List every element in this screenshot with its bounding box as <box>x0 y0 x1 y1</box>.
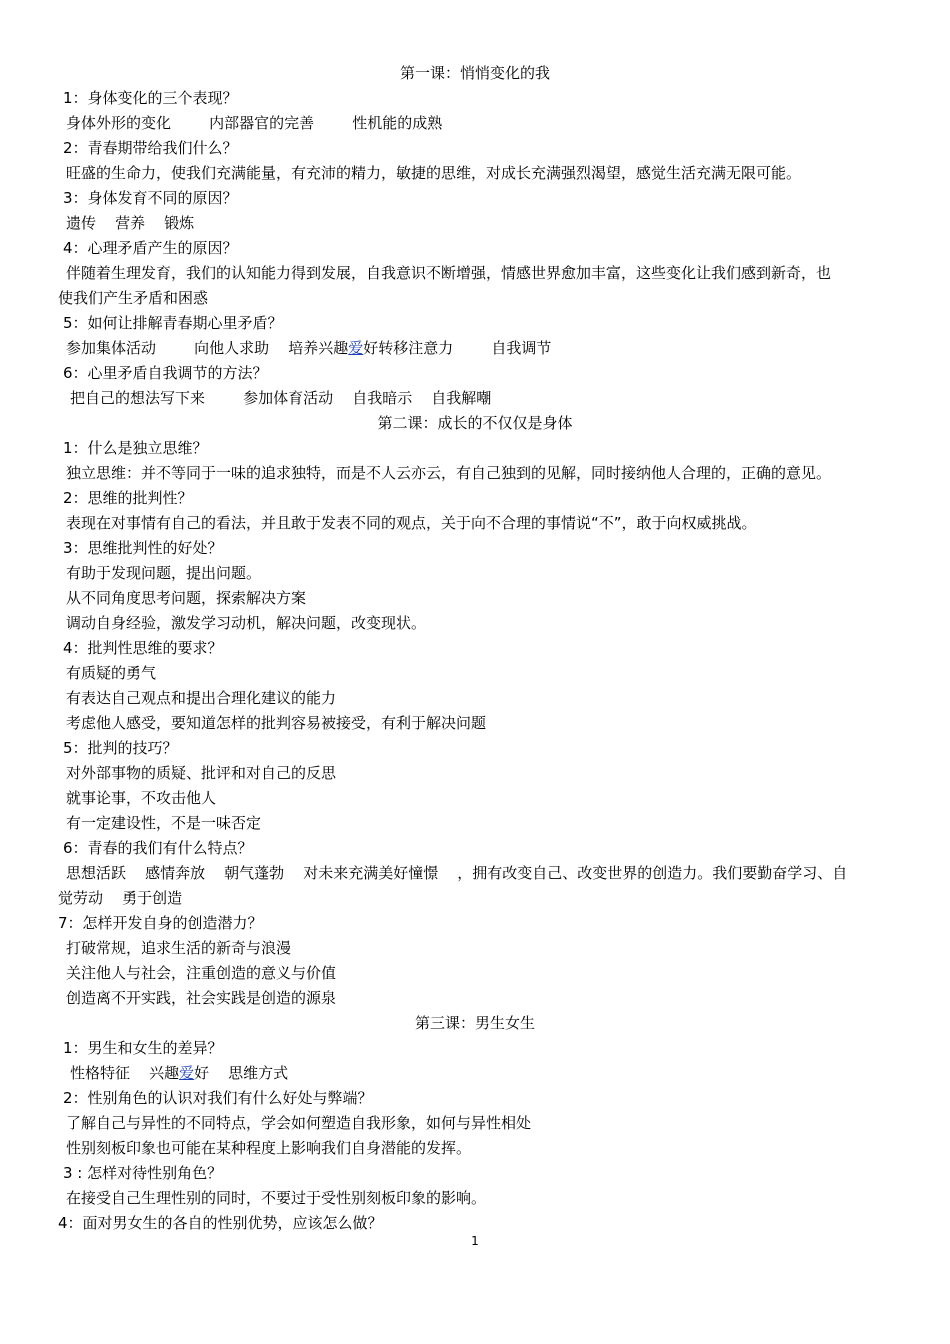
hyperlink-ai[interactable]: 爱 <box>348 339 364 357</box>
lesson3-answer-1-part1: 性格特征 兴趣 <box>70 1064 180 1082</box>
lesson2-answer-3-line2: 从不同角度思考问题，探索解决方案 <box>66 589 307 607</box>
lesson2-answer-5-line1: 对外部事物的质疑、批评和对自己的反思 <box>66 764 337 782</box>
lesson3-question-1: 1：男生和女生的差异？ <box>63 1039 223 1057</box>
lesson2-answer-7-line1: 打破常规，追求生活的新奇与浪漫 <box>66 939 292 957</box>
lesson2-answer-5-line2: 就事论事，不攻击他人 <box>66 789 217 807</box>
lesson1-title: 第一课：悄悄变化的我 <box>399 64 550 82</box>
lesson3-answer-2-line2: 性别刻板印象也可能在某种程度上影响我们自身潜能的发挥。 <box>66 1139 472 1157</box>
hyperlink-ai[interactable]: 爱 <box>179 1064 195 1082</box>
lesson1-answer-5-part1: 参加集体活动 向他人求助 培养兴趣 <box>66 339 349 357</box>
page-number: 1 <box>471 1234 479 1248</box>
lesson2-answer-5-line3: 有一定建设性，不是一味否定 <box>66 814 262 832</box>
lesson1-answer-4-line1: 伴随着生理发育，我们的认知能力得到发展，自我意识不断增强，情感世界愈加丰富，这些变化让我们感到新奇，也 <box>66 264 832 282</box>
lesson2-question-3: 3：思维批判性的好处？ <box>63 539 223 557</box>
lesson2-answer-7-line3: 创造离不开实践，社会实践是创造的源泉 <box>66 989 337 1007</box>
lesson1-answer-3: 遗传 营养 锻炼 <box>66 214 195 232</box>
lesson2-answer-2: 表现在对事情有自己的看法，并且敢于发表不同的观点，关于向不合理的事情说“不”，敢于向权威挑战。 <box>66 514 757 532</box>
lesson1-answer-5-part2: 好转移注意力 自我调节 <box>363 339 552 357</box>
lesson2-question-2: 2：思维的批判性？ <box>63 489 193 507</box>
lesson1-answer-6: 把自己的想法写下来 参加体育活动 自我暗示 自我解嘲 <box>70 389 492 407</box>
lesson2-question-6: 6：青春的我们有什么特点？ <box>63 839 253 857</box>
lesson1-question-3: 3：身体发育不同的原因？ <box>63 189 238 207</box>
lesson2-answer-3-line3: 调动自身经验，激发学习动机，解决问题，改变现状。 <box>66 614 427 632</box>
lesson2-question-1: 1：什么是独立思维？ <box>63 439 208 457</box>
lesson2-answer-4-line2: 有表达自己观点和提出合理化建议的能力 <box>66 689 337 707</box>
lesson2-answer-4-line1: 有质疑的勇气 <box>66 664 157 682</box>
lesson3-answer-1 <box>0 1061 950 1086</box>
lesson2-answer-6-line2: 觉劳动 勇于创造 <box>58 889 183 907</box>
lesson2-answer-3-line1: 有助于发现问题，提出问题。 <box>66 564 262 582</box>
lesson1-answer-4-line2: 使我们产生矛盾和困惑 <box>58 289 209 307</box>
lesson3-answer-2-line1: 了解自己与异性的不同特点，学会如何塑造自我形象，如何与异性相处 <box>66 1114 532 1132</box>
lesson3-title: 第三课：男生女生 <box>414 1014 535 1032</box>
lesson2-answer-4-line3: 考虑他人感受，要知道怎样的批判容易被接受，有利于解决问题 <box>66 714 487 732</box>
lesson1-question-4: 4：心理矛盾产生的原因？ <box>63 239 238 257</box>
lesson3-question-3: 3 : 怎样对待性别角色？ <box>63 1164 223 1182</box>
lesson2-question-5: 5：批判的技巧？ <box>63 739 178 757</box>
lesson2-answer-7-line2: 关注他人与社会，注重创造的意义与价值 <box>66 964 337 982</box>
lesson1-answer-1: 身体外形的变化 内部器官的完善 性机能的成熟 <box>66 114 443 132</box>
lesson1-question-2: 2：青春期带给我们什么？ <box>63 139 238 157</box>
lesson1-question-5: 5：如何让排解青春期心里矛盾？ <box>63 314 283 332</box>
lesson2-answer-1: 独立思维：并不等同于一味的追求独特，而是不人云亦云，有自己独到的见解，同时接纳他人合理的，正确的意见。 <box>66 464 832 482</box>
lesson3-answer-1-part2: 好 思维方式 <box>194 1064 289 1082</box>
lesson1-answer-2: 旺盛的生命力，使我们充满能量，有充沛的精力，敏捷的思维，对成长充满强烈渴望，感觉生活充满无限可能。 <box>66 164 802 182</box>
lesson3-question-2: 2：性别角色的认识对我们有什么好处与弊端？ <box>63 1089 373 1107</box>
lesson1-question-6: 6：心里矛盾自我调节的方法？ <box>63 364 268 382</box>
lesson2-question-4: 4：批判性思维的要求？ <box>63 639 223 657</box>
lesson1-question-1: 1：身体变化的三个表现？ <box>63 89 238 107</box>
lesson2-title: 第二课：成长的不仅仅是身体 <box>377 414 573 432</box>
lesson2-answer-6-line1: 思想活跃 感情奔放 朝气蓬勃 对未来充满美好憧憬 ，拥有改变自己、改变世界的创造力。我们要勤奋学习、自 <box>66 864 848 882</box>
lesson3-answer-3: 在接受自己生理性别的同时，不要过于受性别刻板印象的影响。 <box>66 1189 487 1207</box>
lesson3-question-4: 4：面对男女生的各自的性别优势，应该怎么做？ <box>58 1214 383 1232</box>
lesson1-answer-5 <box>0 336 950 361</box>
lesson2-question-7: 7：怎样开发自身的创造潜力？ <box>58 914 263 932</box>
